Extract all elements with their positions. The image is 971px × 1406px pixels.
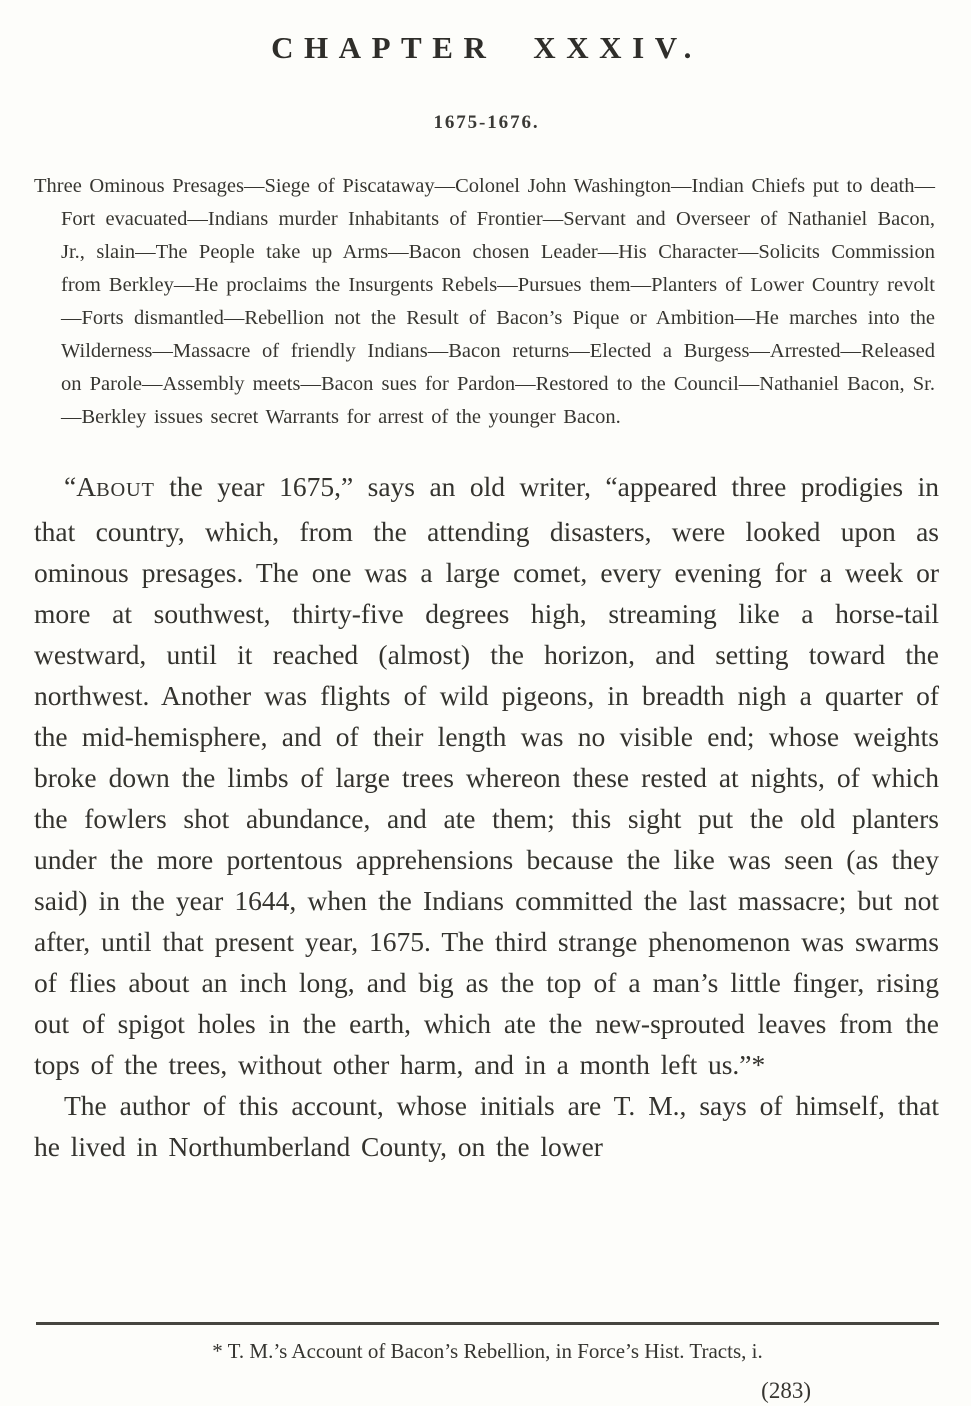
chapter-title: CHAPTER XXXIV. <box>271 30 702 65</box>
paragraph-1-rest: the year 1675,” says an old writer, “appeared three prodigies in that country, which, from the attending disasters, were looked upon as ominous presages. The one was a large comet, every evening for a week or more at southwest, thirty-five degrees high, streaming like a horse-tail westward, until it reached (almost) the horizon, and setting toward the northwest. Another was flights of wild pigeons, in breadth nigh a quarter of the mid-hemisphere, and of their length was no visible end; whose weights broke down the limbs of large trees whereon these rested at nights, of which the fowlers shot abundance, and ate them; this sight put the old planters under the more portentous apprehensions because the like was seen (as they said) in the year 1644, when the Indians committed the last massacre; but not after, until that present year, 1675. The third strange phenomenon was swarms of flies about an inch long, and big as the top of a man’s little finger, rising out of spigot holes in the earth, which ate the new-sprouted leaves from the tops of the trees, without other harm, and in a month left us.”* <box>34 471 939 1080</box>
footnote-area <box>36 1322 939 1403</box>
paragraph-1-smallcaps: BOUT <box>96 479 155 501</box>
paragraph-2: The author of this account, whose initials are T. M., says of himself, that he lived in Northumberland County, on the lower <box>34 1090 939 1162</box>
paragraph-1 <box>34 466 939 1085</box>
footnote: * T. M.’s Account of Bacon’s Rebellion, in Force’s Hist. Tracts, i. <box>212 1339 763 1363</box>
chapter-date: 1675-1676. <box>433 112 540 133</box>
footnote-rule <box>36 1322 939 1325</box>
paragraph-1-open: “A <box>64 471 97 502</box>
page-number: (283) <box>761 1378 811 1403</box>
chapter-summary: Three Ominous Presages—Siege of Piscataway—Colonel John Washington—Indian Chiefs put to death—Fort evacuated—Indians murder Inhabitants of Frontier—Servant and Overseer of Nathaniel Bacon, Jr., slain—The People take up Arms—Bacon chosen Leader—His Character—Solicits Commission from Berkley—He proclaims the Insurgents Rebels—Pursues them—Planters of Lower Country revolt—Forts dismantled—Rebellion not the Result of Bacon’s Pique or Ambition—He marches into the Wilderness—Massacre of friendly Indians—Bacon returns—Elected a Burgess—Arrested—Released on Parole—Assembly meets—Bacon sues for Pardon—Restored to the Council—Nathaniel Bacon, Sr.—Berkley issues secret Warrants for arrest of the younger Bacon. <box>34 175 935 428</box>
